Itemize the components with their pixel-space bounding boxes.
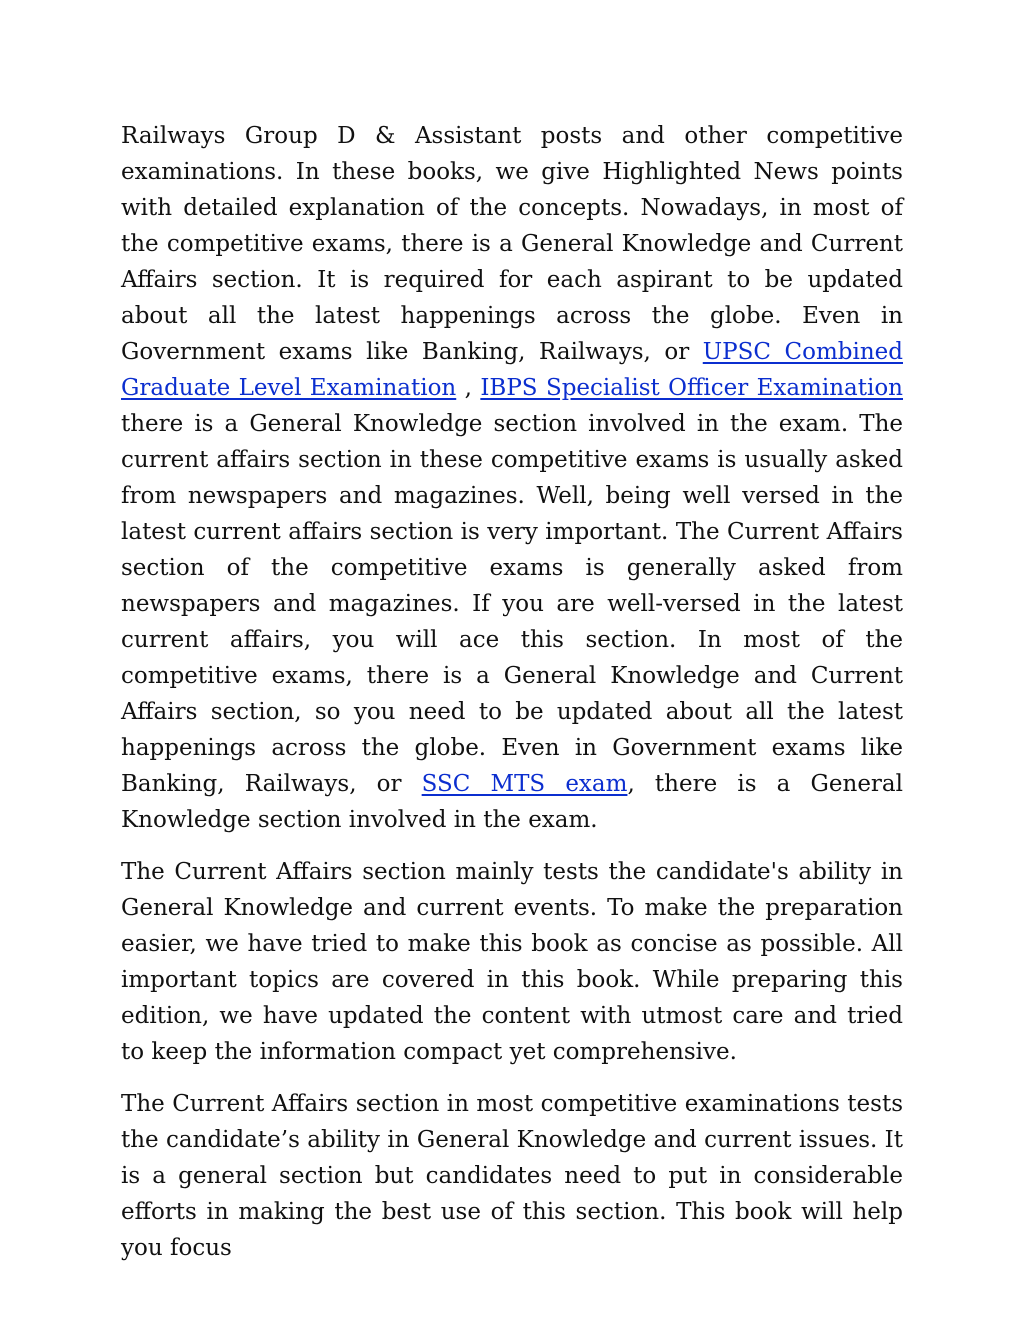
paragraph-1	[121, 118, 903, 838]
paragraph-3-text: The Current Affairs section in most competitive examinations tests the candidate’s ability in General Knowledge and current issues. It is a general section but candidates need to put in considerable efforts in making the best use of this section. This book will help you focus	[121, 1091, 903, 1261]
document-page	[121, 118, 903, 1282]
paragraph-1-text-2: ,	[456, 375, 481, 401]
paragraph-1-text-4: , there is a General Knowledge section involved in the exam.	[121, 771, 903, 833]
paragraph-2	[121, 854, 903, 1070]
paragraph-3	[121, 1086, 903, 1266]
paragraph-1-text-3: there is a General Knowledge section involved in the exam. The current affairs section in these competitive exams is usually asked from newspapers and magazines. Well, being well versed in the latest current affairs section is very important. The Current Affairs section of the competitive exams is generally asked from newspapers and magazines. If you are well-versed in the latest current affairs, you will ace this section. In most of the competitive exams, there is a General Knowledge and Current Affairs section, so you need to be updated about all the latest happenings across the globe. Even in Government exams like Banking, Railways, or	[121, 411, 903, 797]
paragraph-1-text-1: Railways Group D & Assistant posts and other competitive examinations. In these books, we give Highlighted News points with detailed explanation of the concepts. Nowadays, in most of the competitive exams, there is a General Knowledge and Current Affairs section. It is required for each aspirant to be updated about all the latest happenings across the globe. Even in Government exams like Banking, Railways, or	[121, 123, 903, 365]
paragraph-2-text: The Current Affairs section mainly tests the candidate's ability in General Knowledge and current events. To make the preparation easier, we have tried to make this book as concise as possible. All important topics are covered in this book. While preparing this edition, we have updated the content with utmost care and tried to keep the information compact yet comprehensive.	[121, 859, 903, 1065]
link-ibps-specialist-officer-examination[interactable]: IBPS Specialist Officer Examination	[480, 375, 903, 401]
link-ssc-mts-exam[interactable]: SSC MTS exam	[421, 771, 628, 797]
link-upsc-combined-graduate-level-examination[interactable]: UPSC Combined Graduate Level Examination	[121, 339, 903, 401]
